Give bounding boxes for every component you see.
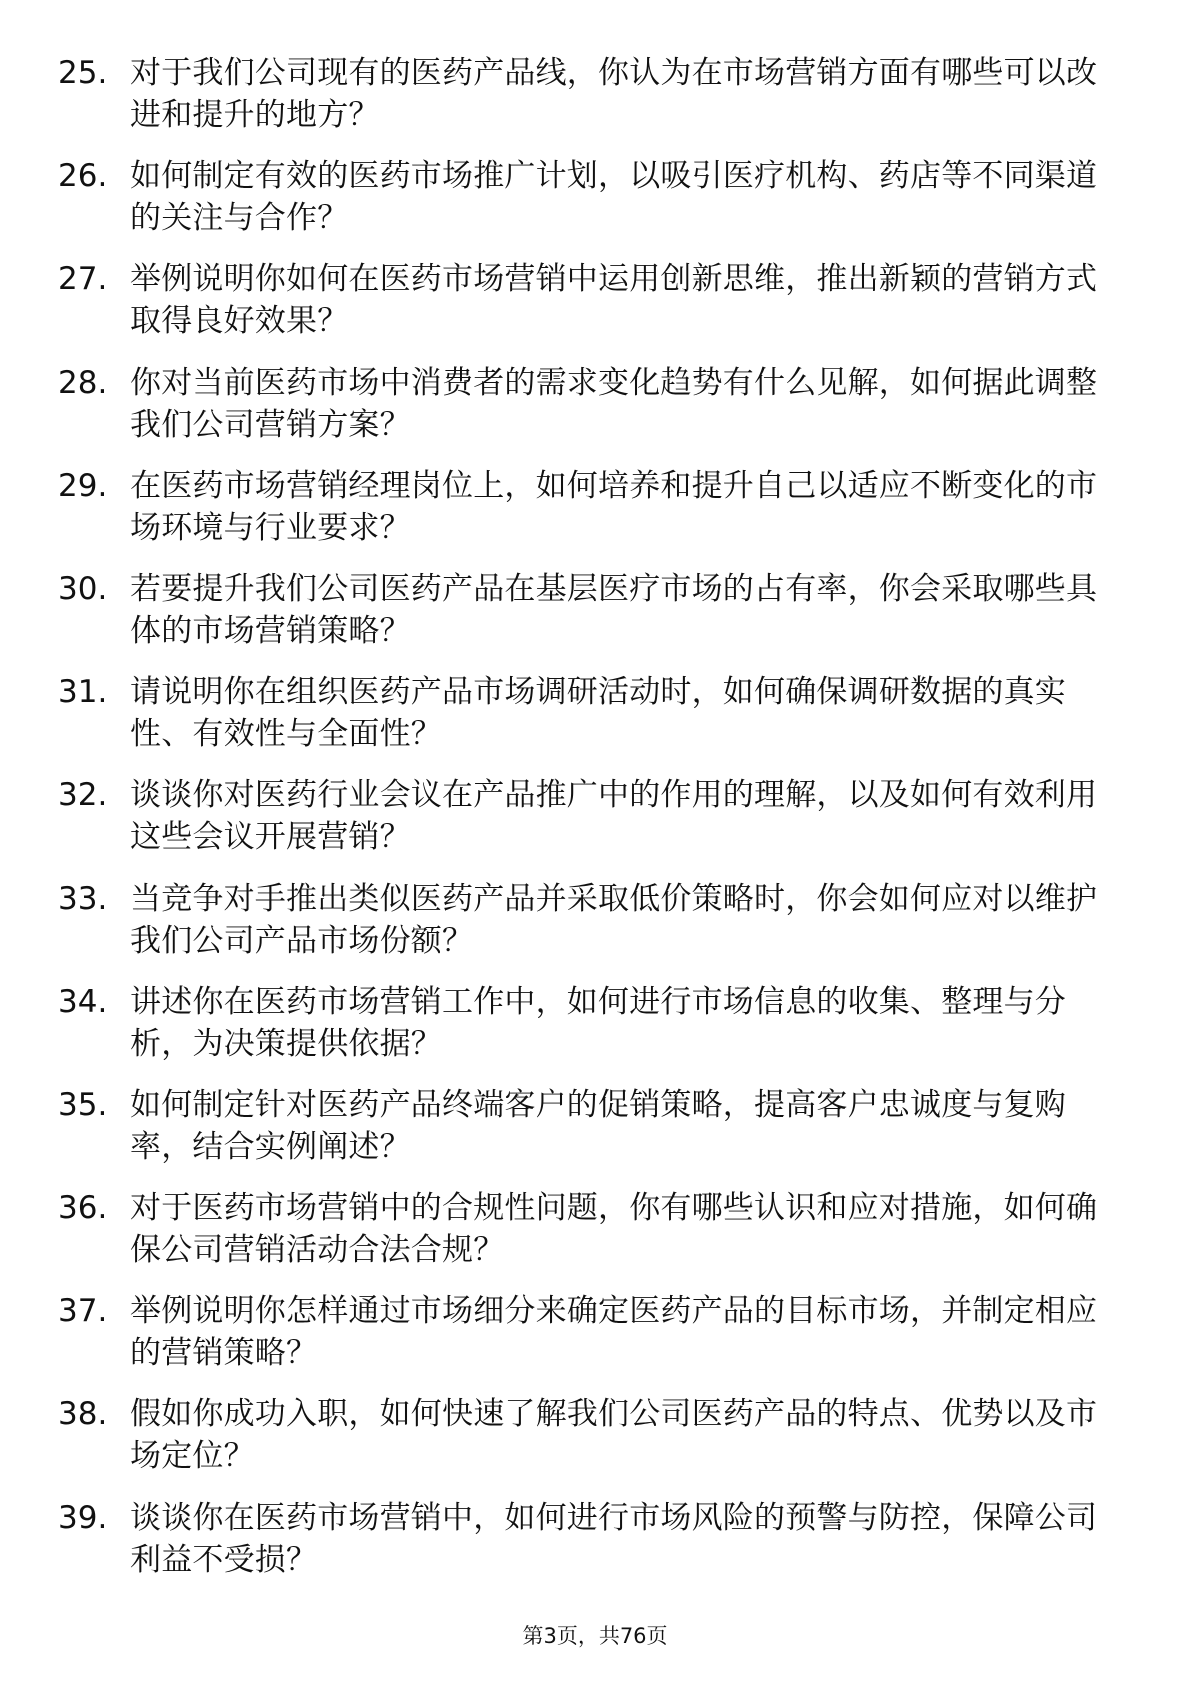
question-item: [58, 1393, 1118, 1496]
question-text: 当竞争对手推出类似医药产品并采取低价策略时，你会如何应对以维护我们公司产品市场份额？: [130, 880, 1098, 959]
question-number: 36.: [58, 1190, 108, 1227]
question-number: 35.: [58, 1086, 108, 1123]
question-number: 38.: [58, 1396, 108, 1433]
question-number: 31.: [58, 674, 108, 711]
question-list: [58, 52, 1118, 1600]
question-number: 26.: [58, 158, 108, 195]
question-number: 28.: [58, 364, 108, 401]
question-text: 若要提升我们公司医药产品在基层医疗市场的占有率，你会采取哪些具体的市场营销策略？: [130, 570, 1098, 649]
question-text: 举例说明你怎样通过市场细分来确定医药产品的目标市场，并制定相应的营销策略？: [130, 1293, 1098, 1372]
question-item: [58, 52, 1118, 155]
question-text: 对于医药市场营销中的合规性问题，你有哪些认识和应对措施，如何确保公司营销活动合法合规？: [130, 1190, 1098, 1269]
question-item: [58, 1497, 1118, 1600]
question-item: [58, 362, 1118, 465]
question-number: 32.: [58, 777, 108, 814]
question-text: 请说明你在组织医药产品市场调研活动时，如何确保调研数据的真实性、有效性与全面性？: [130, 674, 1066, 753]
question-item: [58, 465, 1118, 568]
question-number: 30.: [58, 570, 108, 607]
question-text: 谈谈你对医药行业会议在产品推广中的作用的理解，以及如何有效利用这些会议开展营销？: [130, 777, 1098, 856]
question-item: [58, 671, 1118, 774]
question-item: [58, 981, 1118, 1084]
question-text: 在医药市场营销经理岗位上，如何培养和提升自己以适应不断变化的市场环境与行业要求？: [130, 467, 1098, 546]
question-number: 39.: [58, 1499, 108, 1536]
question-text: 如何制定有效的医药市场推广计划，以吸引医疗机构、药店等不同渠道的关注与合作？: [130, 158, 1098, 237]
question-number: 34.: [58, 983, 108, 1020]
question-number: 29.: [58, 467, 108, 504]
question-number: 37.: [58, 1293, 108, 1330]
question-number: 25.: [58, 55, 108, 91]
question-item: [58, 878, 1118, 981]
question-text: 如何制定针对医药产品终端客户的促销策略，提高客户忠诚度与复购率，结合实例阐述？: [130, 1086, 1066, 1165]
question-item: [58, 1187, 1118, 1290]
question-item: [58, 568, 1118, 671]
question-text: 举例说明你如何在医药市场营销中运用创新思维，推出新颖的营销方式取得良好效果？: [130, 261, 1098, 340]
question-item: [58, 155, 1118, 258]
question-text: 对于我们公司现有的医药产品线，你认为在市场营销方面有哪些可以改进和提升的地方？: [130, 55, 1098, 133]
question-text: 谈谈你在医药市场营销中，如何进行市场风险的预警与防控，保障公司利益不受损？: [130, 1499, 1098, 1578]
question-item: [58, 258, 1118, 361]
question-item: [58, 1084, 1118, 1187]
question-text: 你对当前医药市场中消费者的需求变化趋势有什么见解，如何据此调整我们公司营销方案？: [130, 364, 1098, 443]
question-number: 33.: [58, 880, 108, 917]
page-number-footer: 第3页，共76页: [522, 1624, 668, 1648]
question-item: [58, 774, 1118, 877]
question-item: [58, 1290, 1118, 1393]
question-number: 27.: [58, 261, 108, 298]
question-text: 讲述你在医药市场营销工作中，如何进行市场信息的收集、整理与分析，为决策提供依据？: [130, 983, 1066, 1062]
question-text: 假如你成功入职，如何快速了解我们公司医药产品的特点、优势以及市场定位？: [130, 1396, 1098, 1475]
